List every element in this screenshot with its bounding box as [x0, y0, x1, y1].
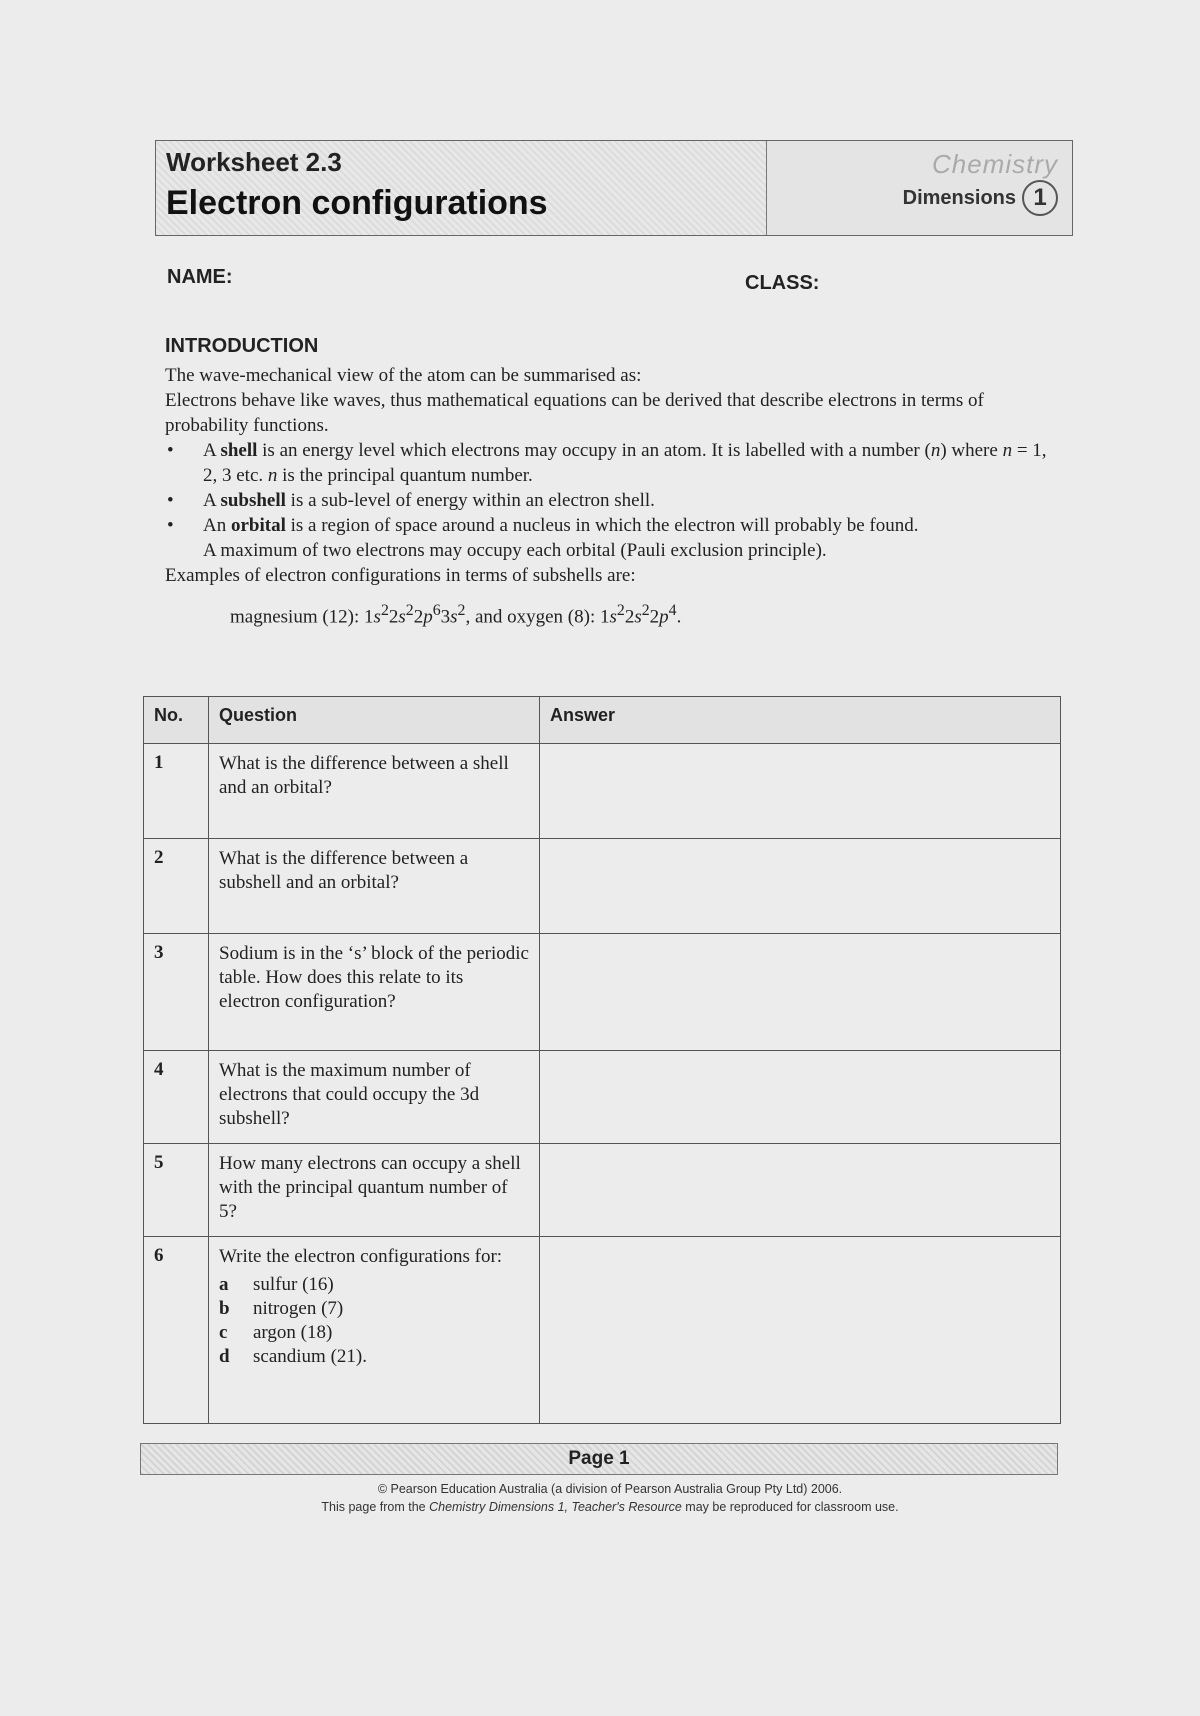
copyright-prefix: This page from the — [321, 1500, 430, 1514]
name-label: NAME: — [167, 266, 233, 288]
header-answer: Answer — [540, 697, 1061, 744]
question-number: 2 — [144, 839, 209, 934]
list-item — [219, 1297, 529, 1321]
page-footer-bar — [140, 1443, 1058, 1475]
copyright-line-2 — [240, 1498, 980, 1516]
pauli-note: A maximum of two electrons may occupy each orbital (Pauli exclusion principle). — [203, 540, 827, 561]
element-list — [219, 1273, 529, 1369]
bullet-subshell: • A subshell is a sub-level of energy within an electron shell. — [165, 488, 1065, 513]
item-text: scandium (21). — [253, 1346, 367, 1367]
intro-line-1: The wave-mechanical view of the atom can be summarised as: — [165, 365, 642, 386]
question-text: Write the electron configurations for: — [219, 1246, 503, 1267]
question-text: Sodium is in the ‘s’ block of the periodic table. How does this relate to its electron configuration? — [209, 934, 540, 1051]
logo-number-badge: 1 — [1022, 180, 1058, 216]
class-label: CLASS: — [745, 272, 820, 294]
publisher-logo — [767, 141, 1072, 235]
question-number: 4 — [144, 1051, 209, 1144]
term-shell: shell — [220, 440, 258, 461]
copyright-suffix: may be reproduced for classroom use. — [681, 1500, 899, 1514]
intro-line-2: Electrons behave like waves, thus mathematical equations can be derived that describe electrons in terms of probability functions. — [165, 390, 984, 436]
introduction-heading: INTRODUCTION — [165, 335, 319, 357]
table-header-row — [144, 697, 1061, 744]
table-row — [144, 934, 1061, 1051]
answer-cell[interactable] — [540, 1237, 1061, 1424]
item-letter: d — [219, 1346, 230, 1367]
bullet-shell: • A shell is an energy level which electrons may occupy in an atom. It is labelled with a number (n) where n = 1, 2, 3 etc. n is the principal quantum number. — [165, 438, 1065, 488]
question-number: 6 — [144, 1237, 209, 1424]
logo-chemistry-text: Chemistry — [931, 149, 1058, 179]
header-question: Question — [209, 697, 540, 744]
answer-cell[interactable] — [540, 934, 1061, 1051]
answer-cell[interactable] — [540, 744, 1061, 839]
header-title-block — [156, 141, 767, 235]
question-cell — [209, 1237, 540, 1424]
worksheet-number: Worksheet 2.3 — [166, 147, 342, 177]
item-text: sulfur (16) — [253, 1274, 334, 1295]
table-row — [144, 1144, 1061, 1237]
question-text: What is the difference between a shell and an orbital? — [209, 744, 540, 839]
copyright-notice — [240, 1480, 980, 1516]
table-row — [144, 744, 1061, 839]
item-letter: a — [219, 1274, 229, 1295]
term-orbital: orbital — [230, 515, 286, 536]
answer-cell[interactable] — [540, 1144, 1061, 1237]
examples-intro: Examples of electron configurations in terms of subshells are: — [165, 565, 636, 586]
copyright-book-title: Chemistry Dimensions 1, Teacher's Resource — [429, 1500, 682, 1514]
answer-cell[interactable] — [540, 839, 1061, 934]
question-number: 1 — [144, 744, 209, 839]
list-item — [219, 1345, 529, 1369]
question-table — [143, 696, 1061, 1424]
definition-list — [165, 438, 1065, 538]
header-no: No. — [144, 697, 209, 744]
item-letter: c — [219, 1322, 228, 1343]
question-number: 3 — [144, 934, 209, 1051]
example-configurations: magnesium (12): $1s^22s^22p^63s^2$, and oxygen (8): $1s^22s^22p^4$. — [230, 602, 682, 628]
logo-dimensions-row — [903, 180, 1058, 216]
page-number: Page 1 — [568, 1448, 630, 1469]
item-text: nitrogen (7) — [253, 1298, 344, 1319]
item-text: argon (18) — [253, 1322, 333, 1343]
item-letter: b — [219, 1298, 230, 1319]
question-text: What is the difference between a subshell and an orbital? — [209, 839, 540, 934]
table-row — [144, 1051, 1061, 1144]
worksheet-header — [155, 140, 1073, 236]
answer-cell[interactable] — [540, 1051, 1061, 1144]
bullet-orbital: • An orbital is a region of space around a nucleus in which the electron will probably be found. — [165, 513, 1065, 538]
copyright-line-1: © Pearson Education Australia (a division of Pearson Australia Group Pty Ltd) 2006. — [377, 1482, 843, 1496]
table-row — [144, 839, 1061, 934]
table-row — [144, 1237, 1061, 1424]
introduction-section — [165, 334, 1065, 629]
question-number: 5 — [144, 1144, 209, 1237]
question-text: How many electrons can occupy a shell with the principal quantum number of 5? — [209, 1144, 540, 1237]
list-item — [219, 1321, 529, 1345]
worksheet-title: Electron configurations — [166, 184, 548, 222]
logo-dimensions-text: Dimensions — [902, 186, 1016, 209]
term-subshell: subshell — [220, 490, 286, 511]
list-item — [219, 1273, 529, 1297]
question-text: What is the maximum number of electrons that could occupy the 3d subshell? — [209, 1051, 540, 1144]
